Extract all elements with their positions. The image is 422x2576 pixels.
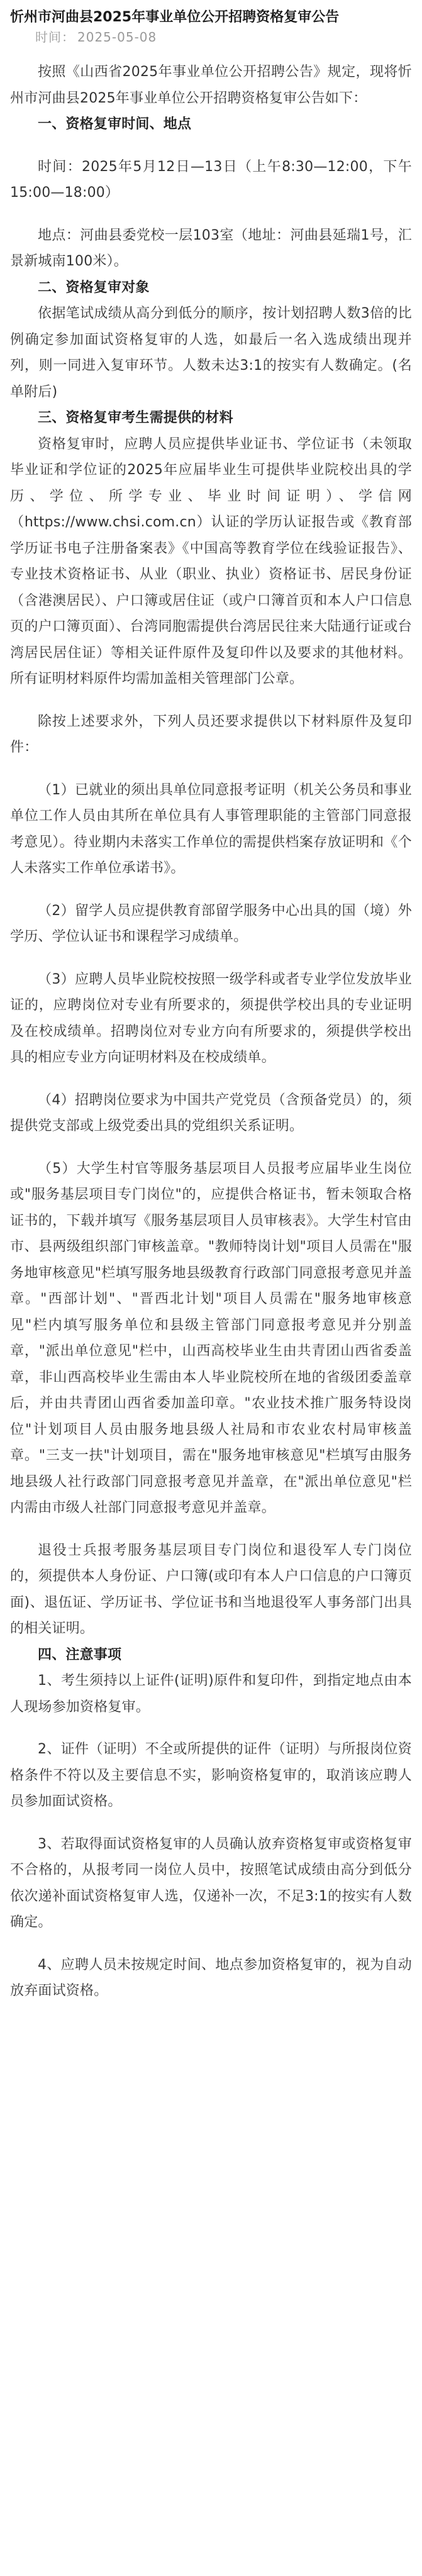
material-item-2: （2）留学人员应提供教育部留学服务中心出具的国（境）外学历、学位认证书和课程学习成绩单。	[10, 902, 412, 945]
article-meta	[35, 26, 412, 48]
review-target: 依据笔试成绩从高分到低分的顺序，按计划招聘人数3倍的比例确定参加面试资格复审的人选，如最后一名入选成绩出现并列，则一同进入复审环节。人数未达3:1的按实有人数确定。(名单附后)	[10, 306, 412, 400]
section-heading-4: 四、注意事项	[38, 1646, 122, 1663]
material-item-5: （5）大学生村官等服务基层项目人员报考应届毕业生岗位或"服务基层项目专门岗位"的，应提供合格证书，暂未领取合格证书的，下载并填写《服务基层项目人员审核表》。大学生村官由市、县两级组织部门审核盖章。"教师特岗计划"项目人员需在"服务地审核意见"栏填写服务地县级教育行政部门同意报考意见并盖章。"西部计划"、"晋西北计划"项目人员需在"服务地审核意见"栏内填写服务单位和县级主管部门同意报考意见并分别盖章，"派出单位意见"栏中，山西高校毕业生由共青团山西省委盖章，非山西高校毕业生需由本人毕业院校所在地的省级团委盖章后，并由共青团山西省委加盖印章。"农业技术推广服务特设岗位"计划项目人员由服务地县级人社局和市农业农村局审核盖章。"三支一扶"计划项目，需在"服务地审核意见"栏填写由服务地县级人社行政部门同意报考意见并盖章，在"派出单位意见"栏内需由市级人社部门同意报考意见并盖章。	[10, 1160, 412, 1516]
material-item-3: （3）应聘人员毕业院校按照一级学科或者专业学位发放毕业证的，应聘岗位对专业有所要求的，须提供学校出具的专业证明及在校成绩单。招聘岗位对专业方向有所要求的，须提供学校出具的相应专业方向证明材料及在校成绩单。	[10, 971, 412, 1065]
publish-date: 2025-05-08	[77, 30, 157, 45]
required-materials: 资格复审时，应聘人员应提供毕业证书、学位证书（未领取毕业证和学位证的2025年应届毕业生可提供毕业院校出具的学历、学位、所学专业、毕业时间证明）、学信网（https://www.chsi.com.cn）认证的学历认证报告或《教育部学历证书电子注册备案表》《中国高等教育学位在线验证报告》、专业技术资格证书、从业（职业、执业）资格证书、居民身份证（含港澳居民）、户口簿或居住证（或户口簿首页和本人户口信息页的户口簿页面）、台湾同胞需提供台湾居民往来大陆通行证或台湾居民居住证）等相关证件原件及复印件以及要求的其他材料。所有证明材料原件均需加盖相关管理部门公章。	[10, 436, 412, 687]
additional-materials: 除按上述要求外，下列人员还要求提供以下材料原件及复印件：	[10, 713, 412, 755]
note-1: 1、考生须持以上证件(证明)原件和复印件，到指定地点由本人现场参加资格复审。	[10, 1673, 412, 1715]
section-heading-3: 三、资格复审考生需提供的材料	[38, 410, 233, 426]
review-place: 地点：河曲县委党校一层103室（地址：河曲县延瑞1号，汇景新城南100米）。	[10, 227, 412, 269]
material-item-4: （4）招聘岗位要求为中国共产党党员（含预备党员）的，须提供党支部或上级党委出具的党组织关系证明。	[10, 1092, 412, 1134]
note-3: 3、若取得面试资格复审的人员确认放弃资格复审或资格复审不合格的，从报考同一岗位人员中，按照笔试成绩由高分到低分依次递补面试资格复审人选，仅递补一次，不足3:1的按实有人数确定。	[10, 1836, 412, 1930]
material-item-1: （1）已就业的须出具单位同意报考证明（机关公务员和事业单位工作人员由其所在单位具有人事管理职能的主管部门同意报考意见）。待业期内未落实工作单位的需提供档案存放证明和《个人未落实工作单位承诺书》。	[10, 782, 412, 876]
veterans-paragraph: 退役士兵报考服务基层项目专门岗位和退役军人专门岗位的，须提供本人身份证、户口簿(或印有本人户口信息的户口簿页面)、退伍证、学历证书、学位证书和当地退役军人事务部门出具的相关证明。	[10, 1542, 412, 1636]
article-body	[10, 59, 412, 2004]
article-title: 忻州市河曲县2025年事业单位公开招聘资格复审公告	[10, 9, 340, 25]
note-4: 4、应聘人员未按规定时间、地点参加资格复审的，视为自动放弃面试资格。	[10, 1957, 412, 1999]
section-heading-2: 二、资格复审对象	[38, 279, 150, 296]
intro-paragraph: 按照《山西省2025年事业单位公开招聘公告》规定，现将忻州市河曲县2025年事业单位公开招聘资格复审公告如下：	[10, 64, 412, 106]
section-heading-1: 一、资格复审时间、地点	[38, 116, 192, 132]
note-2: 2、证件（证明）不全或所提供的证件（证明）与所报岗位资格条件不符以及主要信息不实，影响资格复审的，取消该应聘人员参加面试资格。	[10, 1741, 412, 1809]
date-label: 时间：	[35, 30, 75, 45]
review-time: 时间：2025年5月12日—13日（上午8:30—12:00，下午15:00—18:00）	[10, 158, 412, 201]
